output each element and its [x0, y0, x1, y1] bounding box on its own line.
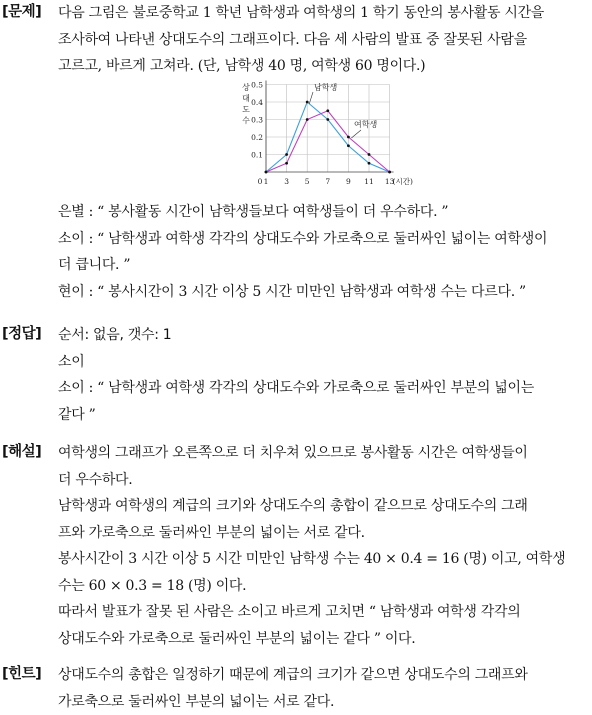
statement-soi-cont: 더 큽니다. ”	[58, 252, 590, 279]
y-axis-label: 도	[242, 105, 250, 114]
x-tick-label: 11	[364, 177, 374, 186]
hint-line: 상대도수의 총합은 일정하기 때문에 계급의 크기가 같으면 상대도수의 그래프와	[58, 662, 590, 689]
x-tick-label: 13	[385, 177, 395, 186]
problem-line: 다음 그림은 불로중학교 1 학년 남학생과 여학생의 1 학기 동안의 봉사활동 시간을	[58, 0, 590, 27]
data-point	[347, 136, 350, 139]
statement-soi: 소이 : “ 남학생과 여학생 각각의 상대도수와 가로축으로 둘러싸인 넓이는 여학생이	[58, 226, 590, 253]
statement-hyeoni: 현이 : “ 봉사시간이 3 시간 이상 5 시간 미만인 남학생과 여학생 수는 다르다. ”	[58, 279, 590, 306]
y-tick-label: 0.1	[251, 151, 263, 160]
data-point	[326, 118, 329, 121]
x-tick-label: 1	[264, 177, 269, 186]
answer-line: 소이	[58, 349, 590, 376]
x-tick-label: 3	[284, 177, 289, 186]
answer-tag: [정답]	[2, 322, 41, 343]
data-point	[326, 109, 329, 112]
explanation-line: 여학생의 그래프가 오른쪽으로 더 치우쳐 있으므로 봉사활동 시간은 여학생들이	[58, 440, 590, 467]
answer-line: 같다 ”	[58, 402, 590, 429]
x-tick-label: 0	[258, 177, 263, 186]
answer-meta: 순서: 없음, 갯수: 1	[58, 322, 590, 349]
y-tick-label: 0.3	[251, 116, 263, 125]
hint-line: 가로축으로 둘러싸인 부분의 넓이는 서로 같다.	[58, 689, 590, 715]
y-axis-label: 수	[242, 116, 250, 125]
x-unit-label: (시간)	[393, 176, 413, 186]
data-point	[285, 153, 288, 156]
data-point	[368, 162, 371, 165]
y-tick-label: 0.4	[251, 98, 263, 107]
explanation-line: 수는 60 × 0.3 = 18 (명) 이다.	[58, 573, 590, 600]
data-point	[347, 144, 350, 147]
x-tick-label: 9	[346, 177, 351, 186]
data-point	[306, 101, 309, 104]
legend-female: 여학생	[354, 119, 377, 129]
explanation-line: 따라서 발표가 잘못 된 사람은 소이고 바르게 고치면 “ 남학생과 여학생 각각의	[58, 599, 590, 626]
data-point	[306, 118, 309, 121]
problem-tag: [문제]	[2, 0, 41, 21]
data-point	[388, 171, 391, 174]
statement-eunbyeol: 은별 : “ 봉사활동 시간이 남학생들보다 여학생들이 더 우수하다. ”	[58, 199, 590, 226]
data-point	[285, 162, 288, 165]
y-axis-label: 대	[242, 93, 250, 103]
legend-male: 남학생	[314, 82, 337, 92]
explanation-line: 프와 가로축으로 둘러싸인 부분의 넓이는 서로 같다.	[58, 520, 590, 547]
x-tick-label: 7	[325, 177, 330, 186]
relative-frequency-chart	[236, 76, 416, 191]
y-tick-label: 0.5	[251, 81, 263, 90]
answer-line: 소이 : “ 남학생과 여학생 각각의 상대도수와 가로축으로 둘러싸인 부분의 넓이는	[58, 375, 590, 402]
hint-tag: [힌트]	[2, 662, 41, 683]
explanation-line: 남학생과 여학생의 계급의 크기와 상대도수의 총합이 같으므로 상대도수의 그래	[58, 493, 590, 520]
x-tick-label: 5	[305, 177, 310, 186]
data-point	[368, 153, 371, 156]
problem-line: 고르고, 바르게 고쳐라. (단, 남학생 40 명, 여학생 60 명이다.)	[58, 53, 590, 80]
y-tick-label: 0.2	[251, 133, 263, 142]
explanation-tag: [해설]	[2, 440, 41, 461]
explanation-line: 봉사시간이 3 시간 이상 5 시간 미만인 남학생 수는 40 × 0.4 = 16 (명) 이고, 여학생	[58, 546, 590, 573]
y-axis-label: 상	[242, 82, 250, 92]
problem-line: 조사하여 나타낸 상대도수의 그래프이다. 다음 세 사람의 발표 중 잘못된 사람을	[58, 27, 590, 54]
data-point	[265, 171, 268, 174]
explanation-line: 상대도수와 가로축으로 둘러싸인 부분의 넓이는 같다 ” 이다.	[58, 626, 590, 653]
explanation-line: 더 우수하다.	[58, 467, 590, 494]
